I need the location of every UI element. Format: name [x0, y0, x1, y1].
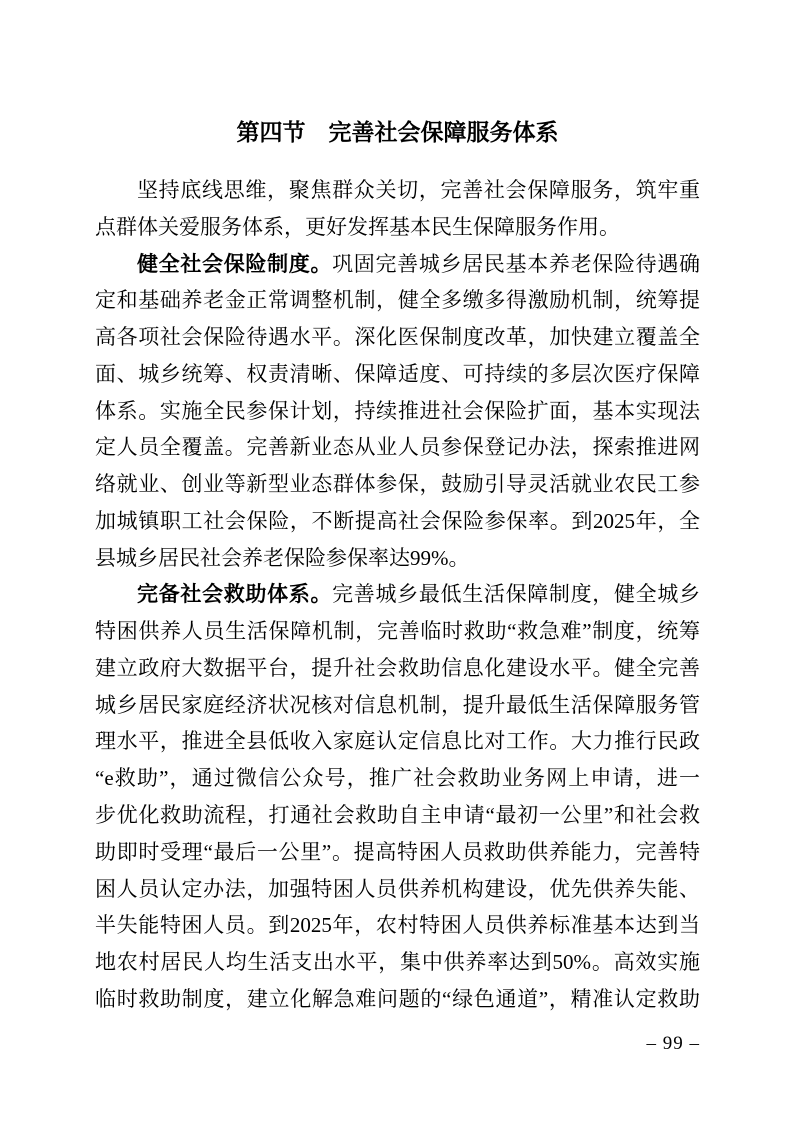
text-line: “e救助”，通过微信公众号，推广社会救助业务网上申请，进一 [95, 766, 700, 791]
paragraph-social-assistance [95, 576, 700, 1017]
text-line: 城乡居民家庭经济状况核对信息机制，提升最低生活保障服务管 [95, 692, 700, 717]
text-line: 临时救助制度，建立化解急难问题的“绿色通道”，精准认定救助 [95, 986, 700, 1011]
text-line: 半失能特困人员。到2025年，农村特困人员供养标准基本达到当 [95, 913, 700, 938]
paragraph-intro [95, 172, 700, 246]
text-line: 络就业、创业等新型业态群体参保，鼓励引导灵活就业农民工参 [95, 472, 700, 497]
section-title: 第四节 完善社会保障服务体系 [236, 119, 559, 145]
text-line: 建立政府大数据平台，提升社会救助信息化建设水平。健全完善 [95, 655, 700, 680]
text-line [95, 576, 700, 613]
text-line: 定人员全覆盖。完善新业态从业人员参保登记办法，探索推进网 [95, 435, 700, 460]
lead-rest-text: 完善城乡最低生活保障制度，健全城乡 [332, 582, 700, 607]
text-line: 点群体关爱服务体系，更好发挥基本民生保障服务作用。 [95, 214, 620, 239]
text-line: 高各项社会保险待遇水平。深化医保制度改革，加快建立覆盖全 [95, 325, 700, 350]
text-line: 特困供养人员生活保障机制，完善临时救助“救急难”制度，统筹 [95, 619, 700, 644]
text-line [95, 246, 700, 283]
paragraph-social-insurance [95, 246, 700, 577]
text-line: 地农村居民人均生活支出水平，集中供养率达到50%。高效实施 [95, 950, 700, 975]
page-number: – 99 – [646, 1032, 700, 1054]
text-line: 步优化救助流程，打通社会救助自主申请“最初一公里”和社会救 [95, 803, 700, 828]
text-line: 坚持底线思维，聚焦群众关切，完善社会保障服务，筑牢重 [137, 178, 700, 202]
text-line: 助即时受理“最后一公里”。提高特困人员救助供养能力，完善特 [95, 839, 700, 864]
lead-rest-text: 巩固完善城乡居民基本养老保险待遇确 [332, 251, 700, 276]
text-line: 体系。实施全民参保计划，持续推进社会保险扩面，基本实现法 [95, 398, 700, 423]
text-line: 加城镇职工社会保险，不断提高社会保险参保率。到2025年，全 [95, 508, 700, 533]
paragraph-lead: 健全社会保险制度。 [137, 252, 333, 276]
text-line: 定和基础养老金正常调整机制，健全多缴多得激励机制，统筹提 [95, 288, 700, 313]
text-line: 理水平，推进全县低收入家庭认定信息比对工作。大力推行民政 [95, 729, 700, 754]
paragraph-lead: 完备社会救助体系。 [137, 583, 333, 607]
text-line: 县城乡居民社会养老保险参保率达99%。 [95, 545, 470, 570]
document-body [95, 172, 700, 1018]
text-line: 困人员认定办法，加强特困人员供养机构建设，优先供养失能、 [95, 876, 700, 901]
text-line: 面、城乡统筹、权责清晰、保障适度、可持续的多层次医疗保障 [95, 361, 700, 386]
